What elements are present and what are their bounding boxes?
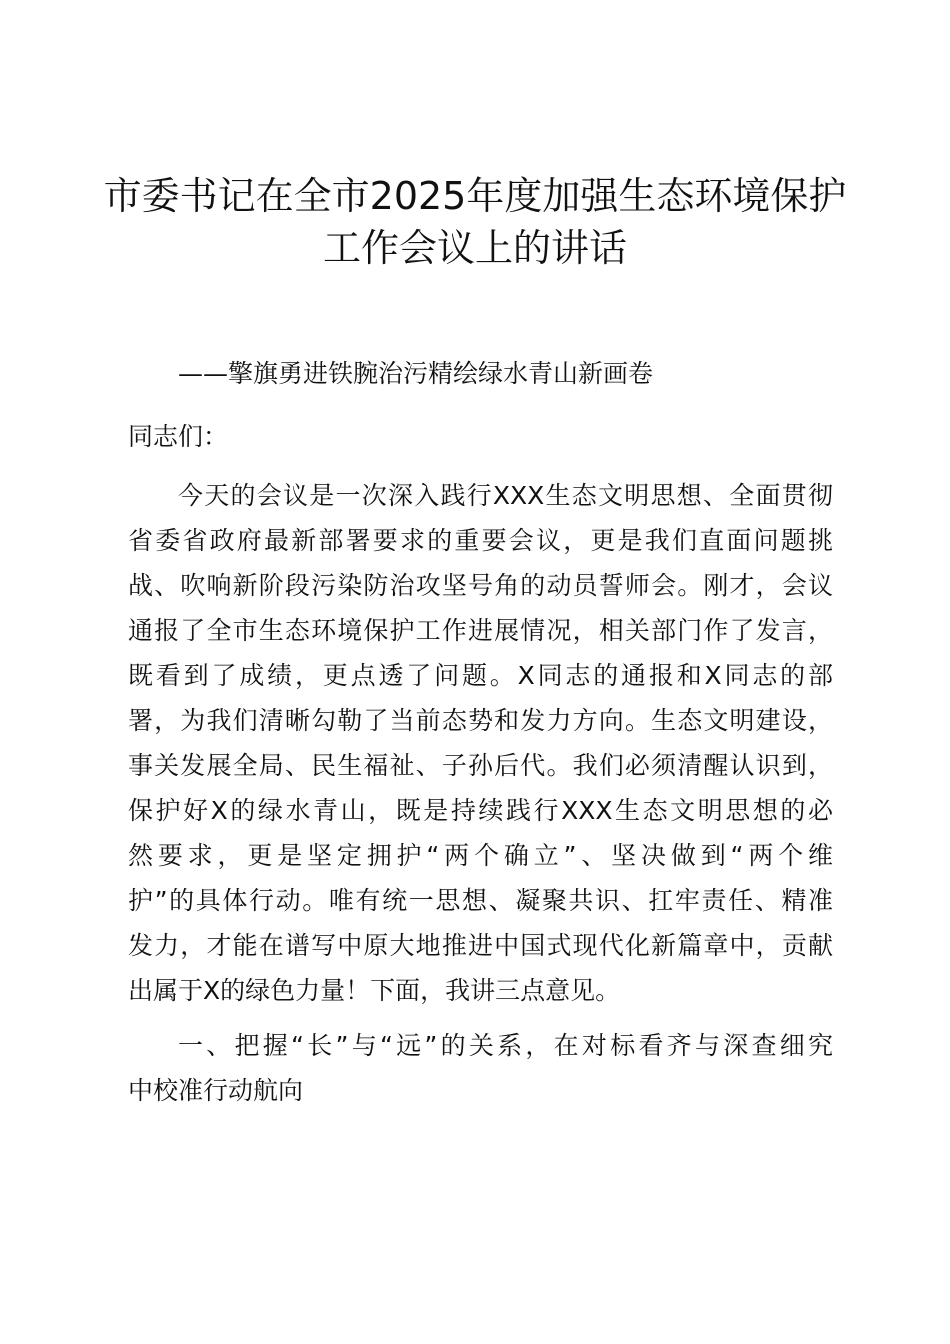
paragraph-line: 今天的会议是一次深入践行XXX生态文明思想、全面贯彻 [178,481,833,510]
heading-line: 一、把握“长”与“远”的关系，在对标看齐与深查细究 [178,1031,833,1060]
document-title-line-1: 市委书记在全市2025年度加强生态环境保护 [103,174,847,218]
paragraph-line: 战、吹响新阶段污染防治攻坚号角的动员誓师会。刚才，会议 [128,571,833,600]
paragraph-line: 出属于X的绿色力量！下面，我讲三点意见。 [128,976,621,1005]
heading-line: 中校准行动航向 [128,1076,304,1105]
section-heading-1 [128,1023,833,1113]
document-title-line-2: 工作会议上的讲话 [322,226,627,270]
paragraph-line: 通报了全市生态环境保护工作进展情况，相关部门作了发言， [128,616,833,645]
document-subtitle: ——擎旗勇进铁腕治污精绘绿水青山新画卷 [178,359,654,388]
paragraph-1 [128,473,833,1013]
paragraph-line: 保护好X的绿水青山，既是持续践行XXX生态文明思想的必 [128,796,833,825]
paragraph-line: 护”的具体行动。唯有统一思想、凝聚共识、扛牢责任、精准 [128,886,833,915]
paragraph-line: 然要求，更是坚定拥护“两个确立”、坚决做到“两个维 [128,841,833,870]
paragraph-line: 署，为我们清晰勾勒了当前态势和发力方向。生态文明建设， [128,706,833,735]
paragraph-line: 发力，才能在谱写中原大地推进中国式现代化新篇章中，贡献 [128,931,833,960]
greeting: 同志们： [128,422,229,451]
paragraph-line: 既看到了成绩，更点透了问题。X同志的通报和X同志的部 [128,661,833,690]
paragraph-line: 事关发展全局、民生福祉、子孙后代。我们必须清醒认识到， [128,751,833,780]
paragraph-line: 省委省政府最新部署要求的重要会议，更是我们直面问题挑 [128,526,833,555]
